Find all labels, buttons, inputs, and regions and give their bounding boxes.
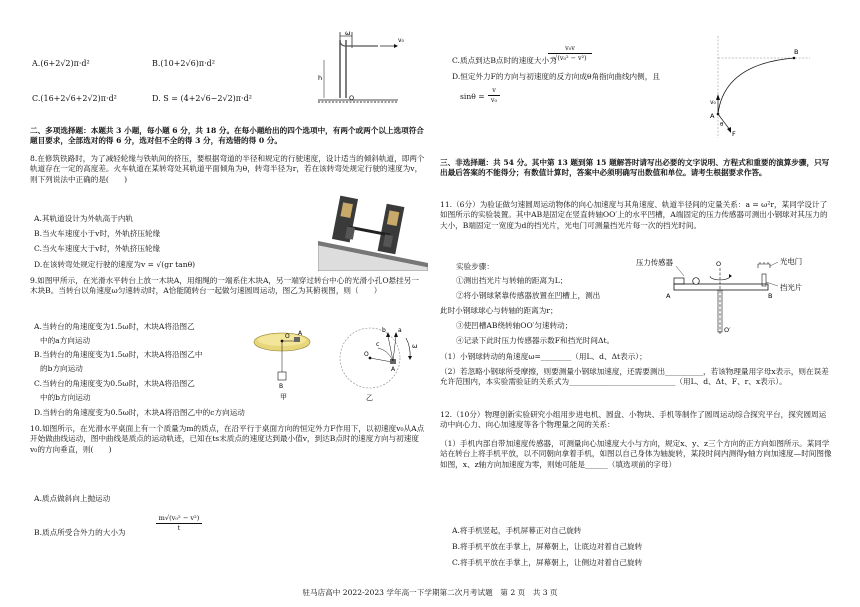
q7-o-label: O — [349, 94, 355, 102]
q8-stem: 8.在修筑铁路时，为了减轻轮缘与铁轨间的挤压，要根据弯道的半径和规定的行驶速度，设计适当的倾斜轨道，即两个轨道存在一定的高度差。火车轨道在某转弯处其轨道平面倾角为θ，转弯半径为r，若在该转弯处规定行驶的速度为v，则下列说法中正确的是( ) — [30, 154, 425, 184]
section3-heading: 三、非选择题：共 54 分。其中第 13 题到第 15 题解答时请写出必要的文字说明、方程式和重要的演算步骤，只写出最后答案的不能得分；有数值计算时，答案中必须明确写出数值和单位。请考生根据要求作答。 — [440, 158, 830, 178]
q9-option-c-2: 中的b方向运动 — [40, 393, 91, 402]
q8-option-d: D.在该转弯处规定行驶的速度为v = √(gr tanθ) — [34, 260, 196, 269]
q11-fig-shade: 挡光片 — [780, 283, 803, 292]
q11-fig-o-prime: O′ — [724, 326, 731, 334]
q11-apparatus-figure — [636, 254, 816, 336]
q10-fig-f: F — [732, 130, 736, 138]
q10-fig-b: B — [794, 48, 799, 56]
page-footer: 驻马店高中 2022-2023 学年高一下学期第二次月考试题 第 2 页 共 3 页 — [302, 588, 558, 597]
q10-option-b-formula — [156, 514, 202, 533]
q9-option-a-2: 中的a方向运动 — [40, 336, 91, 345]
q8-option-b: B.当火车速度小于v时，外轨挤压轮缘 — [34, 229, 161, 238]
q10-fig-theta: θ — [720, 122, 724, 128]
q11-fig-b: B — [768, 292, 773, 300]
q9-yi-omega: ω — [412, 342, 418, 350]
q11-fig-sensor: 压力传感器 — [636, 258, 673, 267]
q9-option-a-1: A.当转台的角速度变为1.5ω时，木块A将沿图乙 — [34, 322, 195, 331]
q10-option-b-numerator: m√(v₀² − v²) — [156, 514, 202, 524]
q11-fig-gate: 光电门 — [780, 257, 803, 266]
q12-option-b: B.将手机平放在手掌上，屏幕朝上，让底边对着自己旋转 — [452, 542, 643, 551]
q11-step-2: ②将小钢球紧靠传感器放置在凹槽上，测出 — [456, 291, 601, 300]
q10-fig-v0: v₀ — [710, 99, 716, 106]
q10-option-d-line1: D.恒定外力F的方向与初速度的反方向成θ角指向曲线内侧，且 — [452, 72, 660, 81]
q12-question-1: （1）手机内部自带加速度传感器，可测量向心加速度大小与方向，规定x、y、z三个方向的正方向如图所示。某同学站在转台上将手机平放，以不同朝向拿着手机，如图以自己身体为轴旋转，某段时间内测得y轴方向加速度—时间图像如图，x、z轴方向加速度为零，则她可能是______（填选项前的字母） — [440, 439, 832, 469]
q8-option-c: C.当火车速度大于v时，外轨挤压轮缘 — [34, 244, 161, 253]
q8-option-a: A.其轨道设计为外轨高于内轨 — [34, 214, 134, 223]
q9-figure-jia — [252, 322, 322, 402]
q7-option-b: B.(10+2√6)π·d² — [152, 59, 215, 68]
q9-yi-a: A — [391, 366, 396, 373]
q9-option-b-1: B.当转台的角速度变为1.5ω时，木块A将沿图乙中 — [34, 350, 203, 359]
q10-option-d-sin: sinθ = — [460, 92, 485, 101]
q7-h-label: h — [318, 74, 323, 82]
q9-stem: 9.如图甲所示，在光滑水平转台上放一木块A，用细绳的一端系住木块A，另一端穿过转台中心的光滑小孔O悬挂另一木块B。当转台以角速度ω匀速转动时，A恰能随转台一起做匀速圆周运动，图乙为其俯视图，则（ ） — [30, 276, 419, 296]
q9-jia-o: O — [285, 333, 290, 340]
q10-fig-a: A — [710, 112, 715, 120]
q9-yi-o: O — [364, 351, 369, 358]
q11-steps-title: 实验步骤： — [456, 262, 494, 271]
q11-step-3: ③使凹槽AB绕转轴OO′匀速转动； — [456, 321, 573, 330]
q9-jia-caption: 甲 — [280, 393, 287, 401]
q12-option-a: A.将手机竖起，手机屏幕正对自己旋转 — [452, 526, 582, 535]
q12-option-c: C.将手机平放在手掌上，屏幕朝上，让侧边对着自己旋转 — [452, 558, 643, 567]
q10-option-c-denominator: √(v₀² − v²) — [553, 53, 587, 62]
q10-option-c-formula — [548, 44, 592, 63]
q9-yi-a-dir: a — [398, 327, 402, 334]
q12-stem: 12.（10分）物理创新实验研究小组用步进电机、圆盘、小物块、手机等制作了圆周运动综合探究平台，探究圆周运动中向心力、向心加速度等各个物理量之间的关系： — [440, 410, 827, 430]
q10-option-c: C.质点到达B点时的速度大小为 — [452, 56, 557, 65]
q7-option-d: D. S = (4+2√6−2√2)π·d² — [152, 94, 252, 103]
q10-trajectory-figure — [710, 34, 820, 140]
q9-yi-b: b — [382, 327, 386, 334]
q11-fig-o: O — [716, 260, 722, 268]
q9-yi-c: c — [376, 341, 380, 348]
q7-option-a: A.(6+2√2)π·d² — [32, 59, 90, 68]
q10-option-d-denominator: v₀ — [490, 95, 498, 104]
section2-heading: 二、多项选择题：本题共 3 小题，每小题 6 分，共 18 分。在每小题给出的四个选项中，有两个或两个以上选项符合题目要求，全部选对的得 6 分，选对但不全的得 3 分，有选错的得 0 分。 — [30, 126, 424, 146]
q11-step-2b: 此时小钢球球心与转轴的距离为r； — [440, 306, 558, 315]
q10-option-d-formula — [488, 86, 500, 105]
q7-v0-label: v₀ — [398, 37, 404, 44]
q10-option-b: B.质点所受合外力的大小为 — [34, 528, 126, 537]
q10-option-c-numerator: v₀v — [548, 44, 592, 54]
q9-figure-yi — [330, 316, 422, 402]
q11-fig-a: A — [666, 292, 671, 300]
q11-question-2: （2）若忽略小钢球所受摩擦，则要测量小钢球加速度，还需要测出__________，若该物理量用字母x表示，则在误差允许范围内，本实验需验证的关系式为____________________________（用L、d、Δt、F、r、x表示）。 — [440, 367, 829, 387]
q11-step-4: ④记录下此时压力传感器示数F和挡光时间Δt。 — [456, 336, 615, 345]
q10-option-d-numerator: v — [488, 86, 500, 96]
q7-option-c: C.(16+2√6+2√2)π·d² — [32, 94, 117, 103]
q9-option-c-1: C.当转台的角速度变为0.5ω时，木块A将沿图乙 — [34, 379, 195, 388]
q7-omega-label: ω — [345, 30, 351, 37]
q11-question-1: （1）小钢球转动的角速度ω=________（用L、d、Δt表示）； — [440, 352, 647, 361]
q8-train-figure — [318, 193, 428, 271]
q11-step-1: ①测出挡光片与转轴的距离为L； — [456, 276, 568, 285]
q11-stem: 11.（6分）为验证做匀速圆周运动物体的向心加速度与其角速度、轨道半径间的定量关系：a = ω²r，某同学设计了如图所示的实验装置。其中AB是固定在竖直转轴OO′上的水平凹槽，A端固定的压力传感器可测出小钢球对其压力的大小，B端固定一宽度为d的挡光片，光电门可测量挡光片每一次的挡光时间。 — [440, 200, 828, 230]
q9-jia-b: B — [279, 383, 284, 390]
q9-yi-caption: 乙 — [366, 394, 373, 402]
q10-stem: 10.如图所示，在光滑水平桌面上有一个质量为m的质点，在沿平行于桌面方向的恒定外力F作用下，以初速度v₀从A点开始做曲线运动，图中曲线是质点的运动轨迹，已知在ts末质点的速度达到最小值v，到达B点时的速度方向与初速度v₀的方向垂直，则( ) — [30, 424, 425, 454]
q10-option-b-denominator: t — [177, 524, 181, 533]
q10-option-a: A.质点做斜向上抛运动 — [34, 494, 111, 503]
q9-jia-a: A — [298, 330, 303, 337]
q9-option-d: D.当转台的角速度变为0.5ω时，木块A将沿图乙中的c方向运动 — [34, 408, 245, 417]
q7-figure — [318, 30, 408, 110]
q9-option-b-2: 的b方向运动 — [40, 364, 83, 373]
